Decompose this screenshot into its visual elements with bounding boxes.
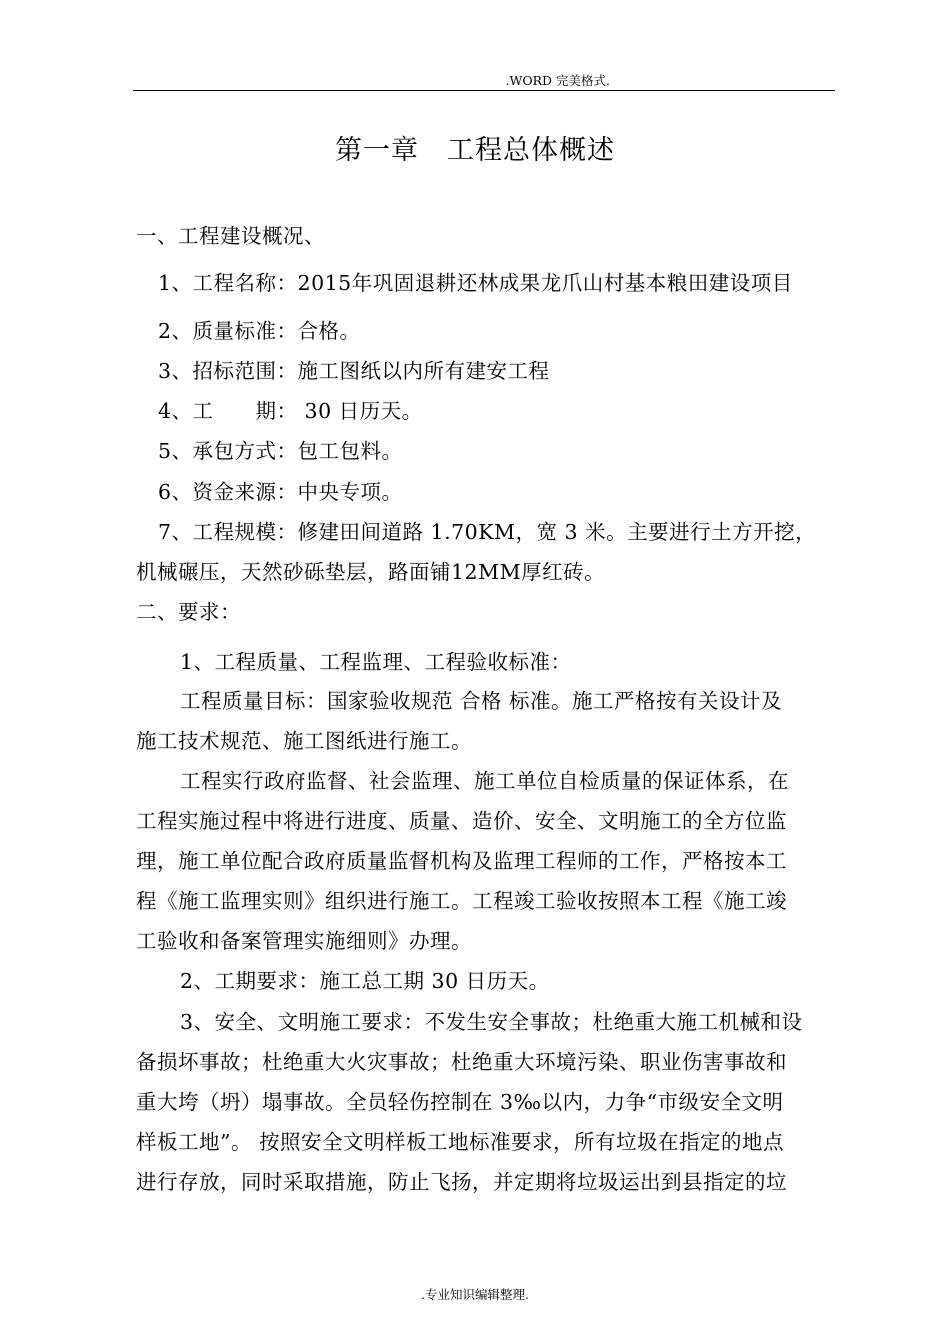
header-text: .WORD 完美格式.: [505, 73, 610, 88]
supervision-line-4: 程《施工监理实则》组织进行施工。工程竣工验收按照本工程《施工竣: [136, 889, 787, 913]
page-footer: .专业知识编辑整理.: [421, 1287, 529, 1302]
section-2-heading: 二、要求：: [136, 600, 241, 624]
item-scale-line-1: 7、工程规模：修建田间道路 1.70KM，宽 3 米。主要进行土方开挖，: [158, 520, 817, 544]
item-contract-mode: 5、承包方式：包工包料。: [158, 439, 403, 463]
supervision-line-3: 理，施工单位配合政府质量监督机构及监理工程师的工作，严格按本工: [136, 849, 787, 873]
safety-line-3: 重大垮（坍）塌事故。全员轻伤控制在 3‰以内，力争“市级安全文明: [136, 1090, 784, 1114]
item-funding-source: 6、资金来源：中央专项。: [158, 480, 403, 504]
supervision-line-5: 工验收和备案管理实施细则》办理。: [136, 929, 472, 953]
section-1-heading: 一、工程建设概况、: [136, 224, 325, 248]
item-scale-line-2: 机械碾压，天然砂砾垫层，路面铺12MM厚红砖。: [136, 560, 606, 584]
sub-2-schedule: 2、工期要求：施工总工期 30 日历天。: [180, 969, 550, 993]
safety-line-2: 备损坏事故；杜绝重大火灾事故；杜绝重大环境污染、职业伤害事故和: [136, 1050, 787, 1074]
quality-target-line-1: 工程质量目标：国家验收规范 合格 标准。施工严格按有关设计及: [180, 689, 783, 713]
sub-1-heading: 1、工程质量、工程监理、工程验收标准：: [180, 650, 572, 674]
safety-line-1: 3、安全、文明施工要求：不发生安全事故；杜绝重大施工机械和设: [180, 1010, 803, 1034]
chapter-title: 第一章 工程总体概述: [335, 135, 615, 166]
page-header: [133, 72, 835, 91]
item-bid-scope: 3、招标范围：施工图纸以内所有建安工程: [158, 359, 550, 383]
item-project-name: 1、工程名称：2015年巩固退耕还林成果龙爪山村基本粮田建设项目: [158, 271, 793, 295]
supervision-line-1: 工程实行政府监督、社会监理、施工单位自检质量的保证体系，在: [180, 769, 789, 793]
safety-line-5: 进行存放，同时采取措施，防止飞扬，并定期将垃圾运出到县指定的垃: [136, 1170, 787, 1194]
safety-line-4: 样板工地”。 按照安全文明样板工地标准要求，所有垃圾在指定的地点: [136, 1130, 784, 1154]
quality-target-line-2: 施工技术规范、施工图纸进行施工。: [136, 729, 472, 753]
item-quality-standard: 2、质量标准：合格。: [158, 319, 361, 343]
supervision-line-2: 工程实施过程中将进行进度、质量、造价、安全、文明施工的全方位监: [136, 809, 787, 833]
item-duration: 4、工 期： 30 日历天。: [158, 399, 423, 423]
